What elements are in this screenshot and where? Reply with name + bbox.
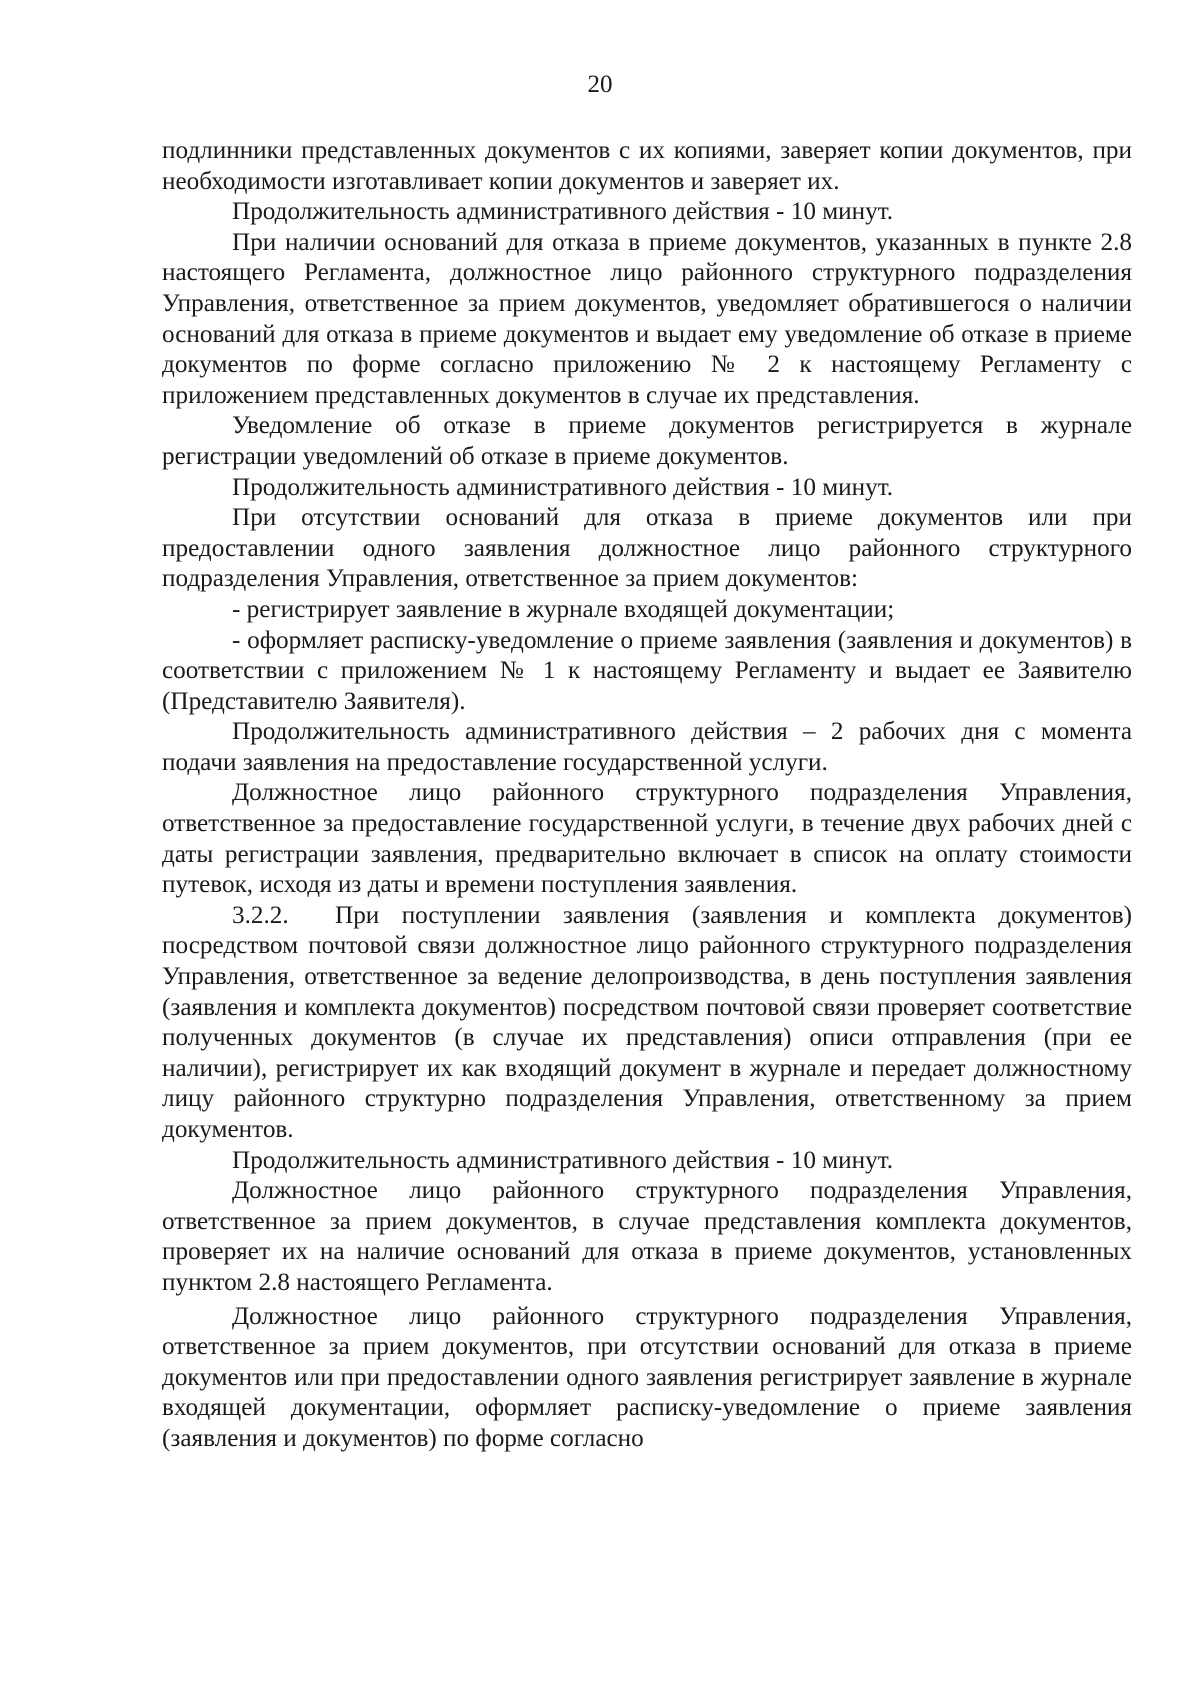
paragraph-2: Продолжительность административного действия - 10 минут. — [232, 198, 894, 226]
paragraph-8: Должностное лицо районного структурного подразделения Управления, ответственное за предоставление государственной услуги, в течение двух рабочих дней с даты регистрации заявления, предварительно включает в список на оплату стоимости путевок, исходя из даты и времени поступления заявления. — [162, 779, 1132, 899]
section-paragraph-text: При поступлении заявления (заявления и комплекта документов) посредством почтовой связи должностное лицо районного структурного подразделения Управления, ответственное за ведение делопроизводства, в день поступления заявления (заявления и комплекта документов) посредством почтовой связи проверяет соответствие полученных документов (в случае их представления) описи отправления (при ее наличии), регистрирует их как входящий документ в журнале и передает должностному лицу районного структурно подразделения Управления, ответственному за прием документов. — [162, 901, 1132, 1143]
paragraph-1: подлинники представленных документов с их копиями, заверяет копии документов, при необходимости изготавливает копии документов и заверяет их. — [162, 137, 1132, 195]
paragraph-7: Продолжительность административного действия – 2 рабочих дня с момента подачи заявления на предоставление государственной услуги. — [162, 718, 1132, 776]
paragraph-10: Должностное лицо районного структурного подразделения Управления, ответственное за прием документов, в случае представления комплекта документов, проверяет их на наличие оснований для отказа в приеме документов, установленных пунктом 2.8 настоящего Регламента. — [162, 1177, 1132, 1296]
document-body — [162, 136, 1132, 1455]
page-number: 20 — [587, 71, 613, 98]
paragraph-11: Должностное лицо районного структурного подразделения Управления, ответственное за прием документов, при отсутствии оснований для отказа в приеме документов или при предоставлении одного заявления регистрирует заявление в журнале входящей документации, оформляет расписку-уведомление о приеме заявления (заявления и документов) по форме согласно — [162, 1302, 1132, 1452]
paragraph-6: При отсутствии оснований для отказа в приеме документов или при предоставлении одного заявления должностное лицо районного структурного подразделения Управления, ответственное за прием документов: — [162, 504, 1132, 593]
list-item-2: - оформляет расписку-уведомление о приеме заявления (заявления и документов) в соответствии с приложением № 1 к настоящему Регламенту и выдает ее Заявителю (Представителю Заявителя). — [162, 626, 1132, 715]
paragraph-4: Уведомление об отказе в приеме документов регистрируется в журнале регистрации уведомлений об отказе в приеме документов. — [162, 412, 1132, 470]
paragraph-3: При наличии оснований для отказа в приеме документов, указанных в пункте 2.8 настоящего Регламента, должностное лицо районного структурного подразделения Управления, ответственное за прием документов, уведомляет обратившегося о наличии оснований для отказа в приеме документов и выдает ему уведомление об отказе в приеме документов по форме согласно приложению № 2 к настоящему Регламенту с приложением представленных документов в случае их представления. — [162, 228, 1132, 409]
section-paragraph — [162, 901, 1132, 1146]
section-number: 3.2.2. — [232, 901, 289, 929]
paragraph-5: Продолжительность административного действия - 10 минут. — [232, 473, 894, 501]
list-item-1: - регистрирует заявление в журнале входящей документации; — [232, 595, 895, 623]
paragraph-9: Продолжительность административного действия - 10 минут. — [232, 1146, 894, 1174]
